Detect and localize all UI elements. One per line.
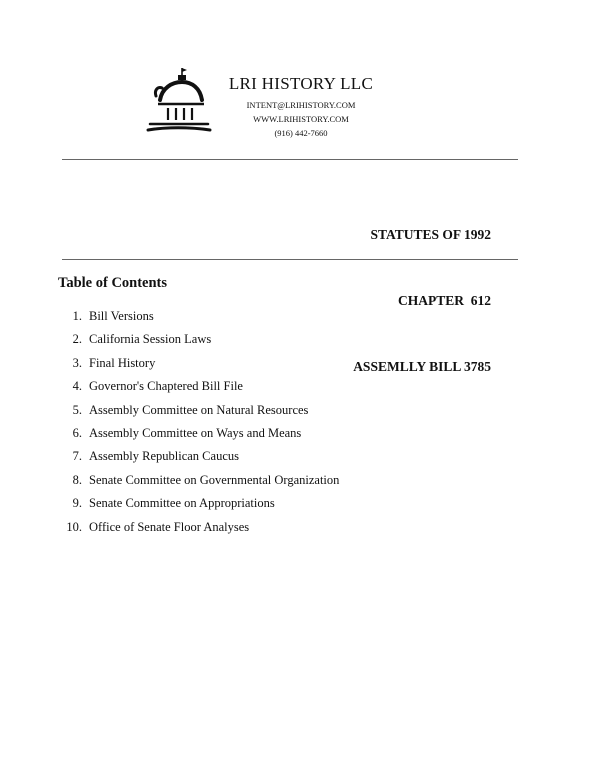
toc-item: [60, 352, 500, 375]
toc-item: [60, 305, 500, 328]
toc-list: [60, 305, 500, 539]
toc-item-label: Assembly Republican Caucus: [89, 449, 239, 464]
contact-website: WWW.LRIHISTORY.COM: [253, 114, 349, 124]
statute-year: STATUTES OF 1992: [370, 227, 491, 242]
toc-item-number: 9.: [72, 496, 82, 511]
toc-item-number: 10.: [66, 519, 82, 534]
toc-item: [60, 399, 500, 422]
toc-item-number: 2.: [72, 332, 82, 347]
toc-item-number: 8.: [72, 472, 82, 487]
toc-item-number: 5.: [72, 402, 82, 417]
statute-bill: ASSEMLLY BILL 3785: [353, 359, 491, 374]
toc-item-label: Senate Committee on Appropriations: [89, 496, 275, 511]
toc-item-number: 1.: [72, 309, 82, 323]
contact-email: INTENT@LRIHISTORY.COM: [246, 100, 356, 110]
toc-item-label: Office of Senate Floor Analyses: [89, 519, 250, 534]
toc-item: [60, 492, 500, 515]
contact-info: [216, 98, 386, 140]
toc-item-number: 4.: [72, 379, 82, 394]
toc-item: [60, 375, 500, 398]
toc-item-label: California Session Laws: [89, 332, 212, 347]
capitol-dome-logo-icon: [146, 66, 212, 136]
letterhead: [216, 74, 386, 140]
toc-item-label: Assembly Committee on Natural Resources: [89, 402, 309, 417]
toc-item-number: 6.: [72, 425, 82, 440]
toc-item-label: Final History: [89, 355, 156, 370]
toc-title: Table of Contents: [58, 275, 168, 291]
company-name: LRI HISTORY LLC: [228, 74, 374, 93]
toc-item: [60, 469, 500, 492]
toc-item-number: 3.: [72, 355, 82, 370]
toc-item-label: Senate Committee on Governmental Organization: [89, 472, 340, 487]
contact-phone: (916) 442-7660: [274, 128, 328, 138]
toc-item: [60, 445, 500, 468]
toc-item-label: Bill Versions: [89, 309, 154, 323]
divider-bottom: [62, 259, 518, 260]
divider-top: [62, 159, 518, 160]
toc-item: [60, 516, 500, 539]
toc-item-number: 7.: [72, 449, 82, 464]
toc-item: [60, 422, 500, 445]
toc-item: [60, 328, 500, 351]
toc-item-label: Assembly Committee on Ways and Means: [89, 425, 302, 440]
statute-chapter: CHAPTER 612: [397, 293, 491, 308]
toc-item-label: Governor's Chaptered Bill File: [89, 379, 243, 394]
